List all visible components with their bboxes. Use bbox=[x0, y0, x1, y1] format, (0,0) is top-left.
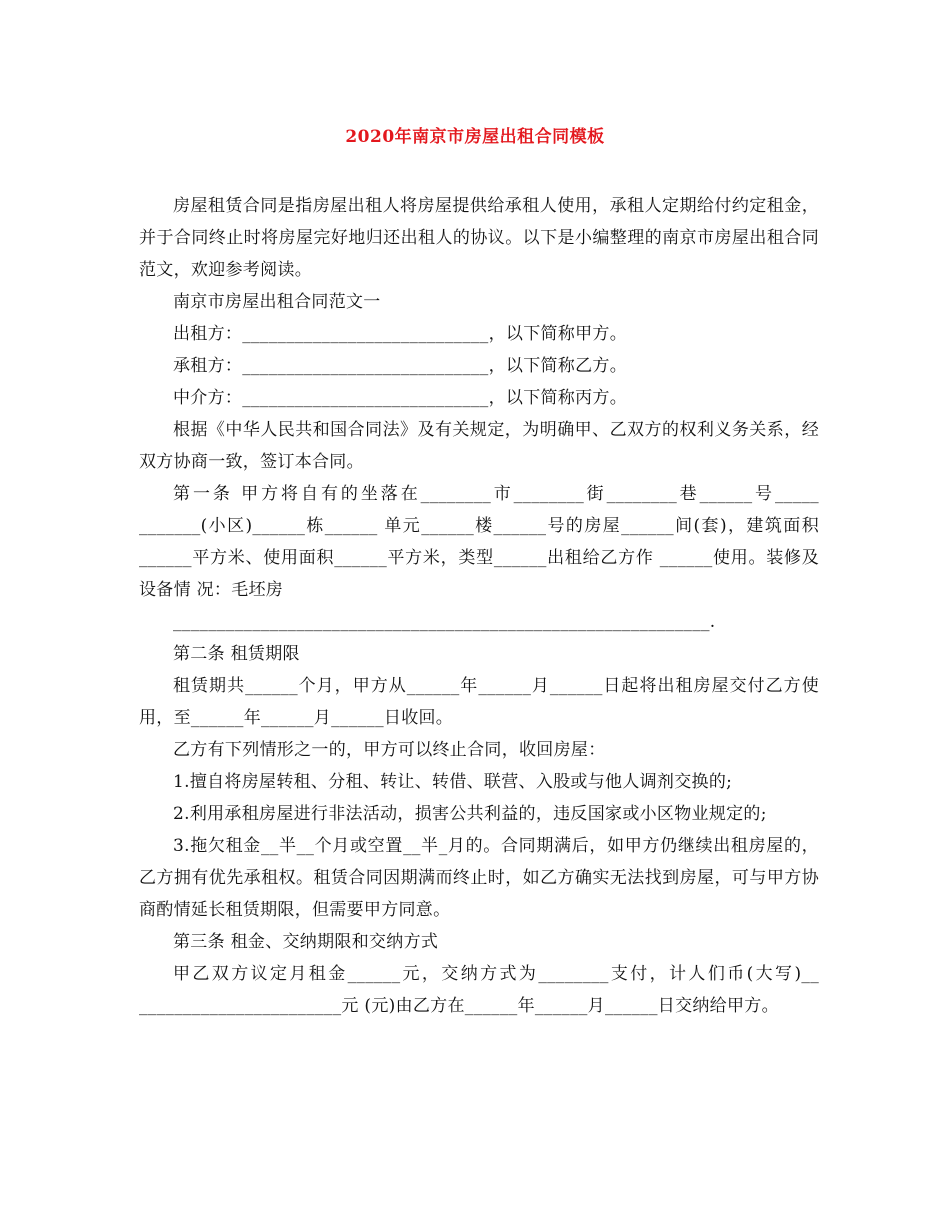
document-body bbox=[139, 190, 819, 1022]
article-1-paragraph: 第一条 甲方将自有的坐落在________市________街________巷______号_____ _______(小区)______栋______ 单元______楼______号的房屋______间(套)，建筑面积______平方米、使用面积______平方米，类型______出租给乙方作 ______使用。装修及设备情 况：毛坯房 bbox=[139, 484, 819, 600]
party-lessee-line: 承租方：____________________________，以下简称乙方。 bbox=[173, 356, 627, 376]
termination-item-1: 1.擅自将房屋转租、分租、转让、转借、联营、入股或与他人调剂交换的; bbox=[173, 772, 733, 792]
document-title: 2020年南京市房屋出租合同模板 bbox=[345, 127, 605, 147]
termination-item-2: 2.利用承租房屋进行非法活动，损害公共利益的，违反国家或小区物业规定的; bbox=[173, 804, 767, 824]
party-lessor-line: 出租方：____________________________，以下简称甲方。 bbox=[173, 324, 627, 344]
section-heading: 南京市房屋出租合同范文一 bbox=[173, 292, 381, 312]
lease-term-paragraph: 租赁期共______个月，甲方从______年______月______日起将出租房屋交付乙方使用，至______年______月______日收回。 bbox=[139, 676, 819, 728]
blank-line: _____________________________________________________________. bbox=[173, 612, 716, 632]
termination-item-3: 3.拖欠租金__半__个月或空置__半_月的。合同期满后，如甲方仍继续出租房屋的，乙方拥有优先承租权。租赁合同因期满而终止时，如乙方确实无法找到房屋，可与甲方协商酌情延长租赁期限，但需要甲方同意。 bbox=[139, 836, 819, 920]
termination-intro: 乙方有下列情形之一的，甲方可以终止合同，收回房屋： bbox=[173, 740, 606, 760]
legal-basis-paragraph: 根据《中华人民共和国合同法》及有关规定，为明确甲、乙双方的权利义务关系，经双方协商一致，签订本合同。 bbox=[139, 420, 819, 472]
rent-payment-paragraph: 甲乙双方议定月租金______元，交纳方式为________支付，计人们币(大写)__ _______________________元 (元)由乙方在______年______月______日交纳给甲方。 bbox=[139, 964, 819, 1016]
intro-paragraph: 房屋租赁合同是指房屋出租人将房屋提供给承租人使用，承租人定期给付约定租金，并于合同终止时将房屋完好地归还出租人的协议。以下是小编整理的南京市房屋出租合同范文，欢迎参考阅读。 bbox=[139, 196, 819, 280]
article-3-heading: 第三条 租金、交纳期限和交纳方式 bbox=[173, 932, 439, 952]
article-2-heading: 第二条 租赁期限 bbox=[173, 644, 300, 664]
party-agent-line: 中介方：____________________________，以下简称丙方。 bbox=[173, 388, 627, 408]
